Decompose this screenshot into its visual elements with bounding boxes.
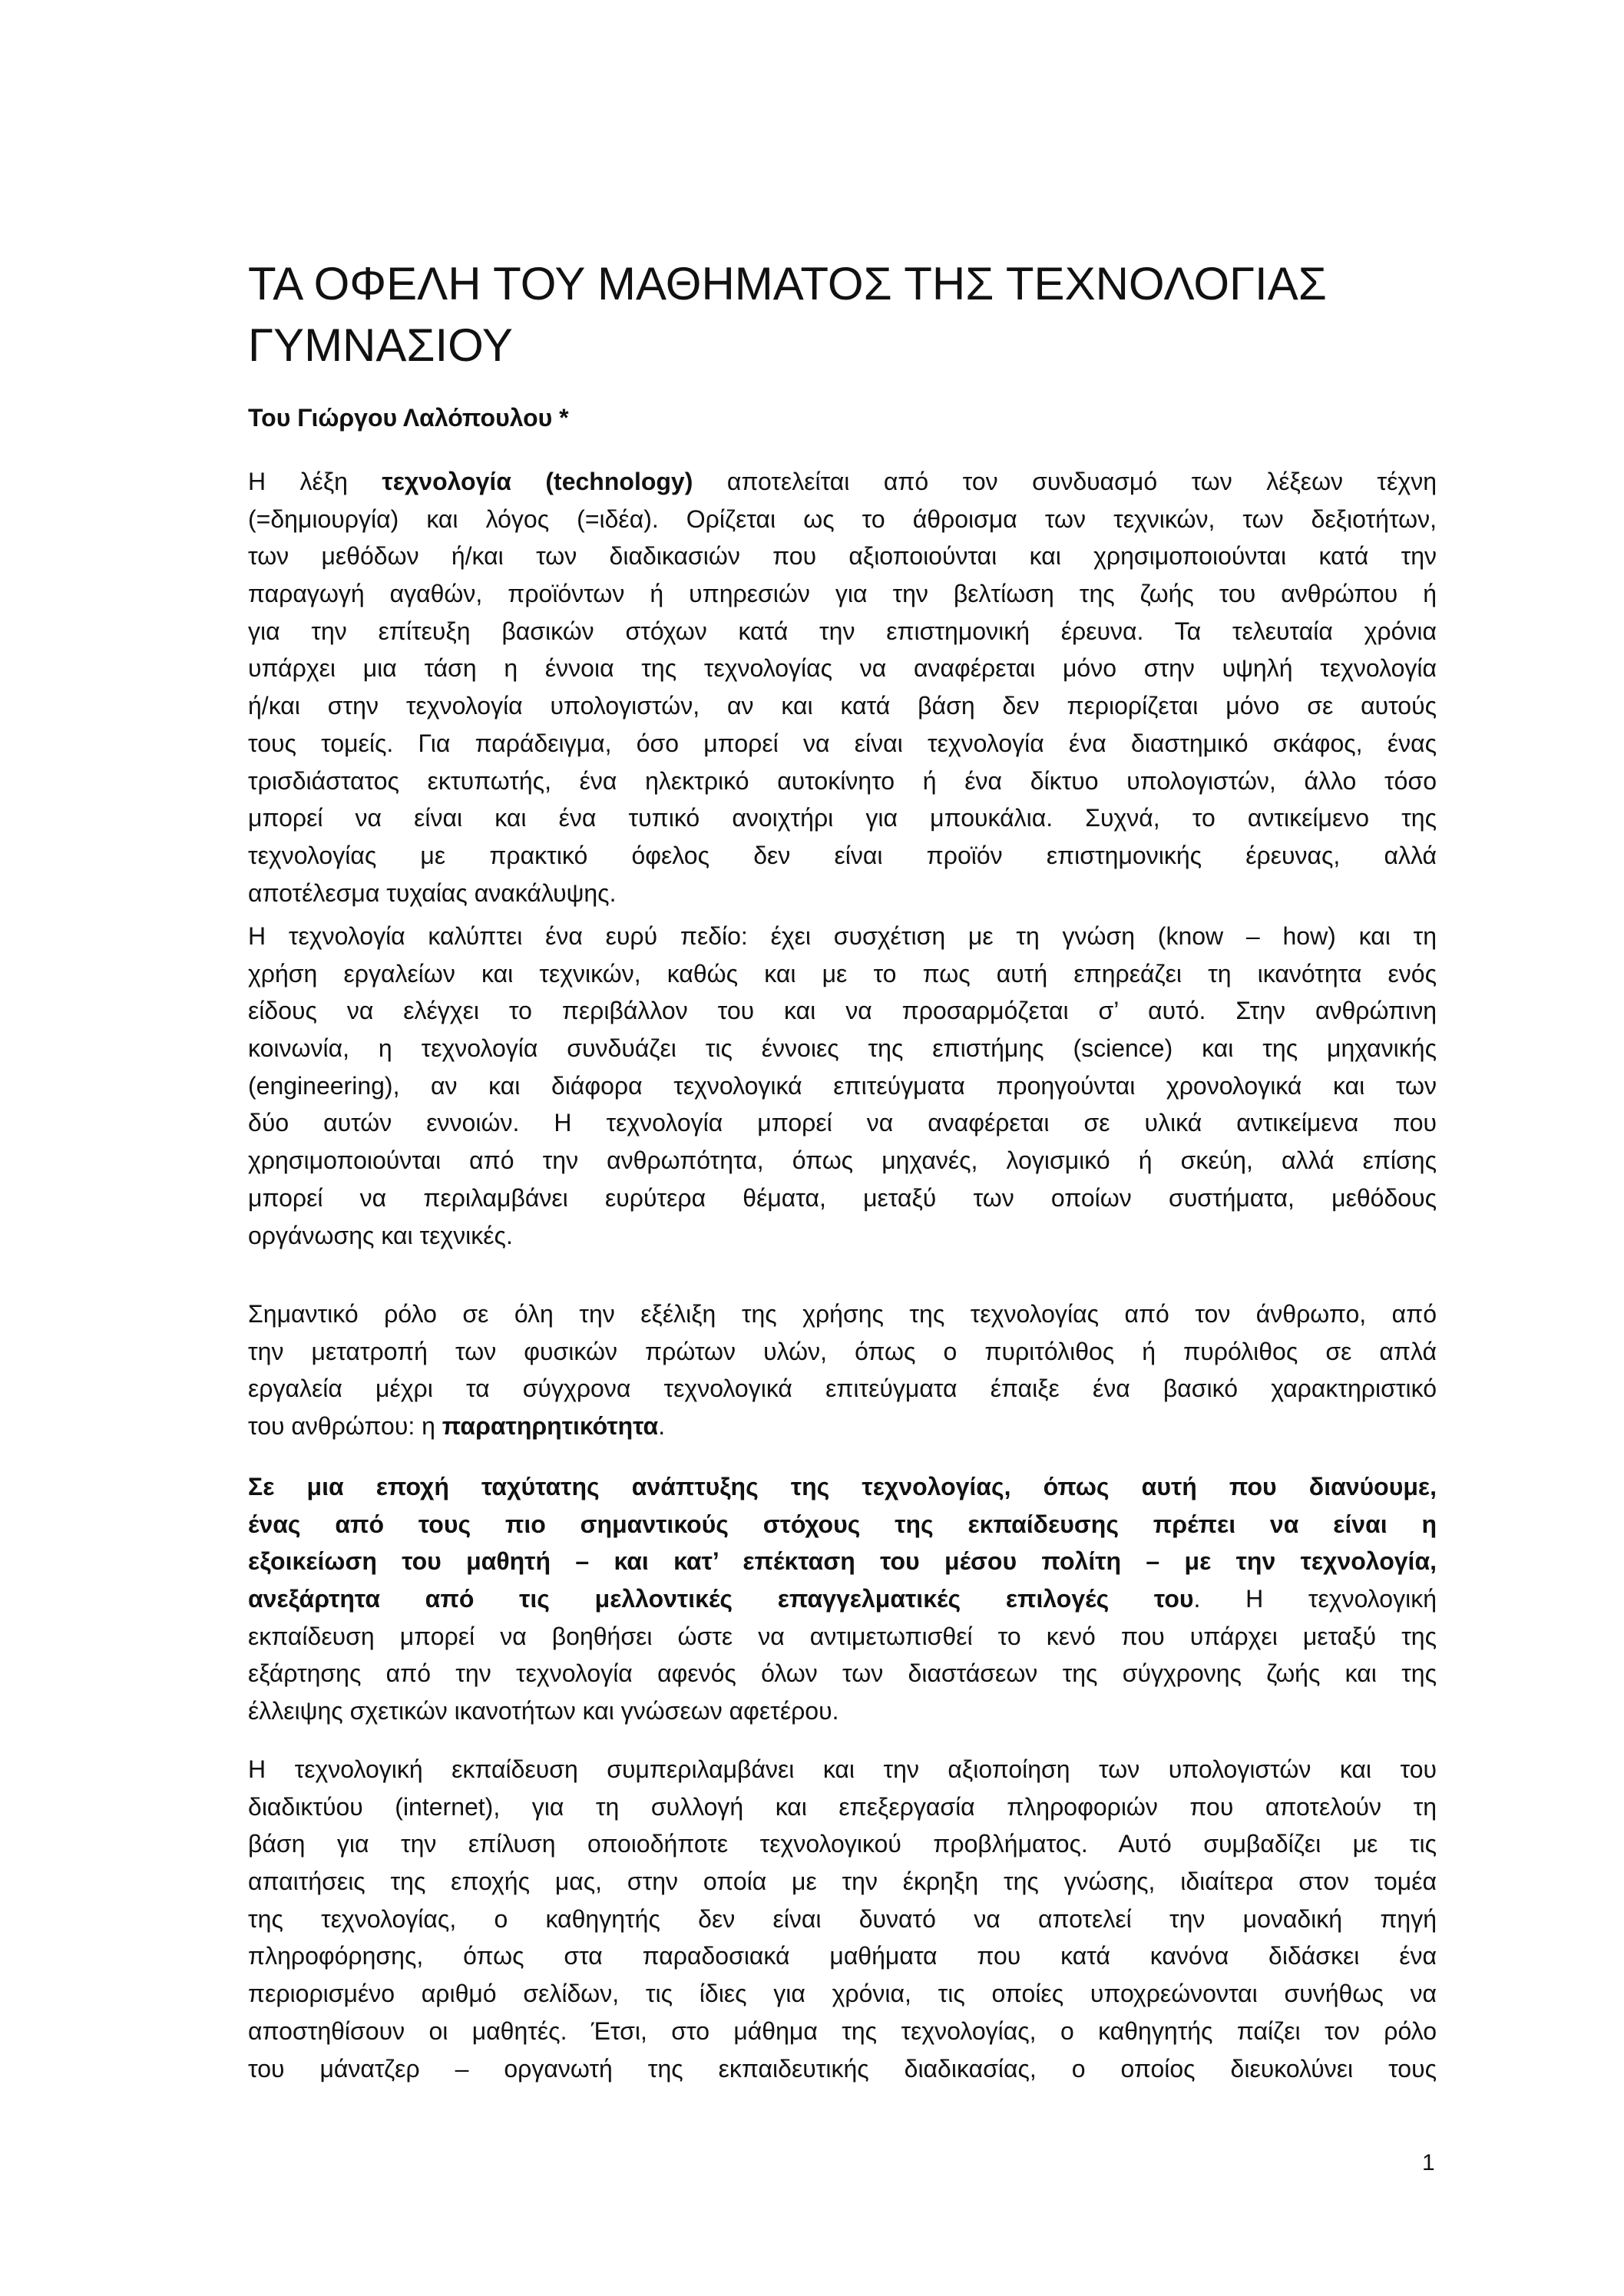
text-line: [248, 1104, 1437, 1142]
text-line: [248, 1692, 1437, 1730]
text-line: [248, 1030, 1437, 1067]
text-line: [248, 1788, 1437, 1826]
text-run: της τεχνολογίας, ο καθηγητής δεν είναι δυνατό να αποτελεί την μοναδική πηγή: [248, 1904, 1437, 1933]
text-run: (=δημιουργία) και λόγος (=ιδέα). Ορίζεται ως το άθροισμα των τεχνικών, των δεξιοτήτων,: [248, 505, 1437, 533]
title-line: ΓΥΜΝΑΣΙΟΥ: [248, 319, 513, 371]
text-run: απαιτήσεις της εποχής μας, στην οποία με την έκρηξη της γνώσης, ιδιαίτερα στον τομέα: [248, 1868, 1437, 1896]
text-line: [248, 1333, 1437, 1371]
paragraph: [248, 1295, 1437, 1445]
text-run: εργαλεία μέχρι τα σύγχρονα τεχνολογικά επιτεύγματα έπαιξε ένα βασικό χαρακτηριστικό: [248, 1375, 1437, 1403]
text-run: των μεθόδων ή/και των διαδικασιών που αξιοποιούνται και χρησιμοποιούνται κατά την: [248, 542, 1437, 571]
bold-text: παρατηρητικότητα: [442, 1412, 659, 1441]
text-line: [248, 725, 1437, 763]
text-line: [248, 1067, 1437, 1105]
text-run: την μετατροπή των φυσικών πρώτων υλών, όπως ο πυριτόλιθος ή πυρόλιθος σε απλά: [248, 1337, 1437, 1365]
text-line: [248, 1901, 1437, 1938]
text-run: τους τομείς. Για παράδειγμα, όσο μπορεί να είναι τεχνολογία ένα διαστημικό σκάφος, ένας: [248, 729, 1437, 757]
title-line: ΤΑ ΟΦΕΛΗ ΤΟΥ ΜΑΘΗΜΑΤΟΣ ΤΗΣ ΤΕΧΝΟΛΟΓΙΑΣ: [248, 258, 1327, 309]
text-run: ή/και στην τεχνολογία υπολογιστών, αν και κατά βάση δεν περιορίζεται μόνο σε αυτούς: [248, 692, 1437, 720]
page-number: 1: [1422, 2150, 1435, 2175]
text-run: για την επίτευξη βασικών στόχων κατά την επιστημονική έρευνα. Τα τελευταία χρόνια: [248, 617, 1437, 645]
text-run: παραγωγή αγαθών, προϊόντων ή υπηρεσιών για την βελτίωση της ζωής του ανθρώπου ή: [248, 580, 1437, 608]
text-line: [248, 992, 1437, 1030]
bold-text: ένας από τους πιο σημαντικούς στόχους της εκπαίδευσης πρέπει να είναι η: [248, 1510, 1437, 1538]
document-title: [248, 253, 1446, 376]
text-line: [248, 1408, 1437, 1445]
text-run: οργάνωσης και τεχνικές.: [248, 1221, 513, 1249]
text-run: κοινωνία, η τεχνολογία συνδυάζει τις έννοιες της επιστήμης (science) και της μηχανικής: [248, 1034, 1437, 1063]
text-line: [248, 875, 1437, 912]
text-line: [248, 918, 1437, 955]
text-run: Η λέξη: [248, 468, 382, 495]
paragraph: [248, 463, 1437, 911]
text-line: [248, 463, 1437, 501]
text-line: [248, 2013, 1437, 2050]
text-run: είδους να ελέγχει το περιβάλλον του και να προσαρμόζεται σ’ αυτό. Στην ανθρώπινη: [248, 997, 1437, 1025]
text-run: διαδικτύου (internet), για τη συλλογή και επεξεργασία πληροφοριών που αποτελούν τη: [248, 1792, 1437, 1821]
text-run: εξάρτησης από την τεχνολογία αφενός όλων των διαστάσεων της σύγχρονης ζωής και της: [248, 1659, 1437, 1688]
author-byline: Του Γιώργου Λαλόπουλου *: [248, 404, 569, 432]
text-line: [248, 1506, 1437, 1543]
text-run: δύο αυτών εννοιών. Η τεχνολογία μπορεί να αναφέρεται σε υλικά αντικείμενα που: [248, 1109, 1437, 1137]
text-line: [248, 955, 1437, 993]
text-run: χρήση εργαλείων και τεχνικών, καθώς και με το πως αυτή επηρεάζει τη ικανότητα ενός: [248, 959, 1437, 988]
text-run: (engineering), αν και διάφορα τεχνολογικά επιτεύγματα προηγούνται χρονολογικά και των: [248, 1071, 1437, 1100]
bold-text: τεχνολογία (technology): [382, 468, 693, 495]
text-line: [248, 1937, 1437, 1975]
text-line: [248, 1179, 1437, 1217]
text-line: [248, 1468, 1437, 1506]
text-line: [248, 1975, 1437, 2013]
text-line: [248, 837, 1437, 875]
text-line: [248, 1618, 1437, 1656]
text-line: [248, 501, 1437, 538]
text-run: τρισδιάστατος εκτυπωτής, ένα ηλεκτρικό αυτοκίνητο ή ένα δίκτυο υπολογιστών, άλλο τόσο: [248, 766, 1437, 795]
text-line: [248, 1655, 1437, 1692]
text-line: [248, 1863, 1437, 1901]
text-run: μπορεί να περιλαμβάνει ευρύτερα θέματα, μεταξύ των οποίων συστήματα, μεθόδους: [248, 1183, 1437, 1212]
text-line: [248, 1543, 1437, 1580]
text-run: μπορεί να είναι και ένα τυπικό ανοιχτήρι για μπουκάλια. Συχνά, το αντικείμενο της: [248, 804, 1437, 832]
text-run: βάση για την επίλυση οποιοδήποτε τεχνολογικού προβλήματος. Αυτό συμβαδίζει με τις: [248, 1830, 1437, 1858]
text-line: [248, 799, 1437, 837]
bold-text: εξοικείωση του μαθητή – και κατ’ επέκταση του μέσου πολίτη – με την τεχνολογία,: [248, 1547, 1437, 1576]
bold-text: Σε μια εποχή ταχύτατης ανάπτυξης της τεχνολογίας, όπως αυτή που διανύουμε,: [248, 1473, 1437, 1500]
text-run: Σημαντικό ρόλο σε όλη την εξέλιξη της χρήσης της τεχνολογίας από τον άνθρωπο, από: [248, 1300, 1437, 1328]
text-line: [248, 575, 1437, 613]
text-line: [248, 763, 1437, 800]
text-line: [248, 1370, 1437, 1408]
text-run: περιορισμένο αριθμό σελίδων, τις ίδιες για χρόνια, τις οποίες υποχρεώνονται συνήθως να: [248, 1980, 1437, 2008]
text-line: [248, 650, 1437, 687]
text-line: [248, 1217, 1437, 1255]
text-run: πληροφόρησης, όπως στα παραδοσιακά μαθήματα που κατά κανόνα διδάσκει ένα: [248, 1942, 1437, 1970]
text-run: . Η τεχνολογική: [1193, 1585, 1437, 1613]
text-line: [248, 1142, 1437, 1179]
text-run: αποστηθίσουν οι μαθητές. Έτσι, στο μάθημα της τεχνολογίας, ο καθηγητής παίζει τον ρόλο: [248, 2016, 1437, 2045]
text-line: [248, 1751, 1437, 1788]
paragraph: [248, 1468, 1437, 1730]
text-run: του μάνατζερ – οργανωτή της εκπαιδευτικής διαδικασίας, ο οποίος διευκολύνει τους: [248, 2054, 1437, 2083]
text-line: [248, 1295, 1437, 1333]
paragraph: [248, 918, 1437, 1254]
bold-text: ανεξάρτητα από τις μελλοντικές επαγγελματικές επιλογές του: [248, 1585, 1194, 1613]
text-line: [248, 613, 1437, 650]
paragraph: [248, 1751, 1437, 2087]
text-run: αποτελείται από τον συνδυασμό των λέξεων τέχνη: [693, 468, 1437, 495]
text-run: .: [658, 1412, 666, 1441]
text-run: Η τεχνολογική εκπαίδευση συμπεριλαμβάνει και την αξιοποίηση των υπολογιστών και του: [248, 1755, 1437, 1783]
text-run: χρησιμοποιούνται από την ανθρωπότητα, όπως μηχανές, λογισμικό ή σκεύη, αλλά επίσης: [248, 1146, 1437, 1175]
text-run: του ανθρώπου: η: [248, 1412, 442, 1441]
text-run: τεχνολογίας με πρακτικό όφελος δεν είναι προϊόν επιστημονικής έρευνας, αλλά: [248, 841, 1437, 869]
text-line: [248, 687, 1437, 725]
text-line: [248, 2050, 1437, 2088]
text-run: εκπαίδευση μπορεί να βοηθήσει ώστε να αντιμετωπισθεί το κενό που υπάρχει μεταξύ της: [248, 1622, 1437, 1650]
text-line: [248, 538, 1437, 575]
text-run: Η τεχνολογία καλύπτει ένα ευρύ πεδίο: έχει συσχέτιση με τη γνώση (know – how) και τη: [248, 922, 1437, 950]
text-run: έλλειψης σχετικών ικανοτήτων και γνώσεων αφετέρου.: [248, 1697, 839, 1725]
text-line: [248, 1825, 1437, 1863]
text-line: [248, 1580, 1437, 1618]
text-run: αποτέλεσμα τυχαίας ανακάλυψης.: [248, 878, 617, 907]
text-run: υπάρχει μια τάση η έννοια της τεχνολογίας να αναφέρεται μόνο στην υψηλή τεχνολογία: [248, 654, 1437, 683]
